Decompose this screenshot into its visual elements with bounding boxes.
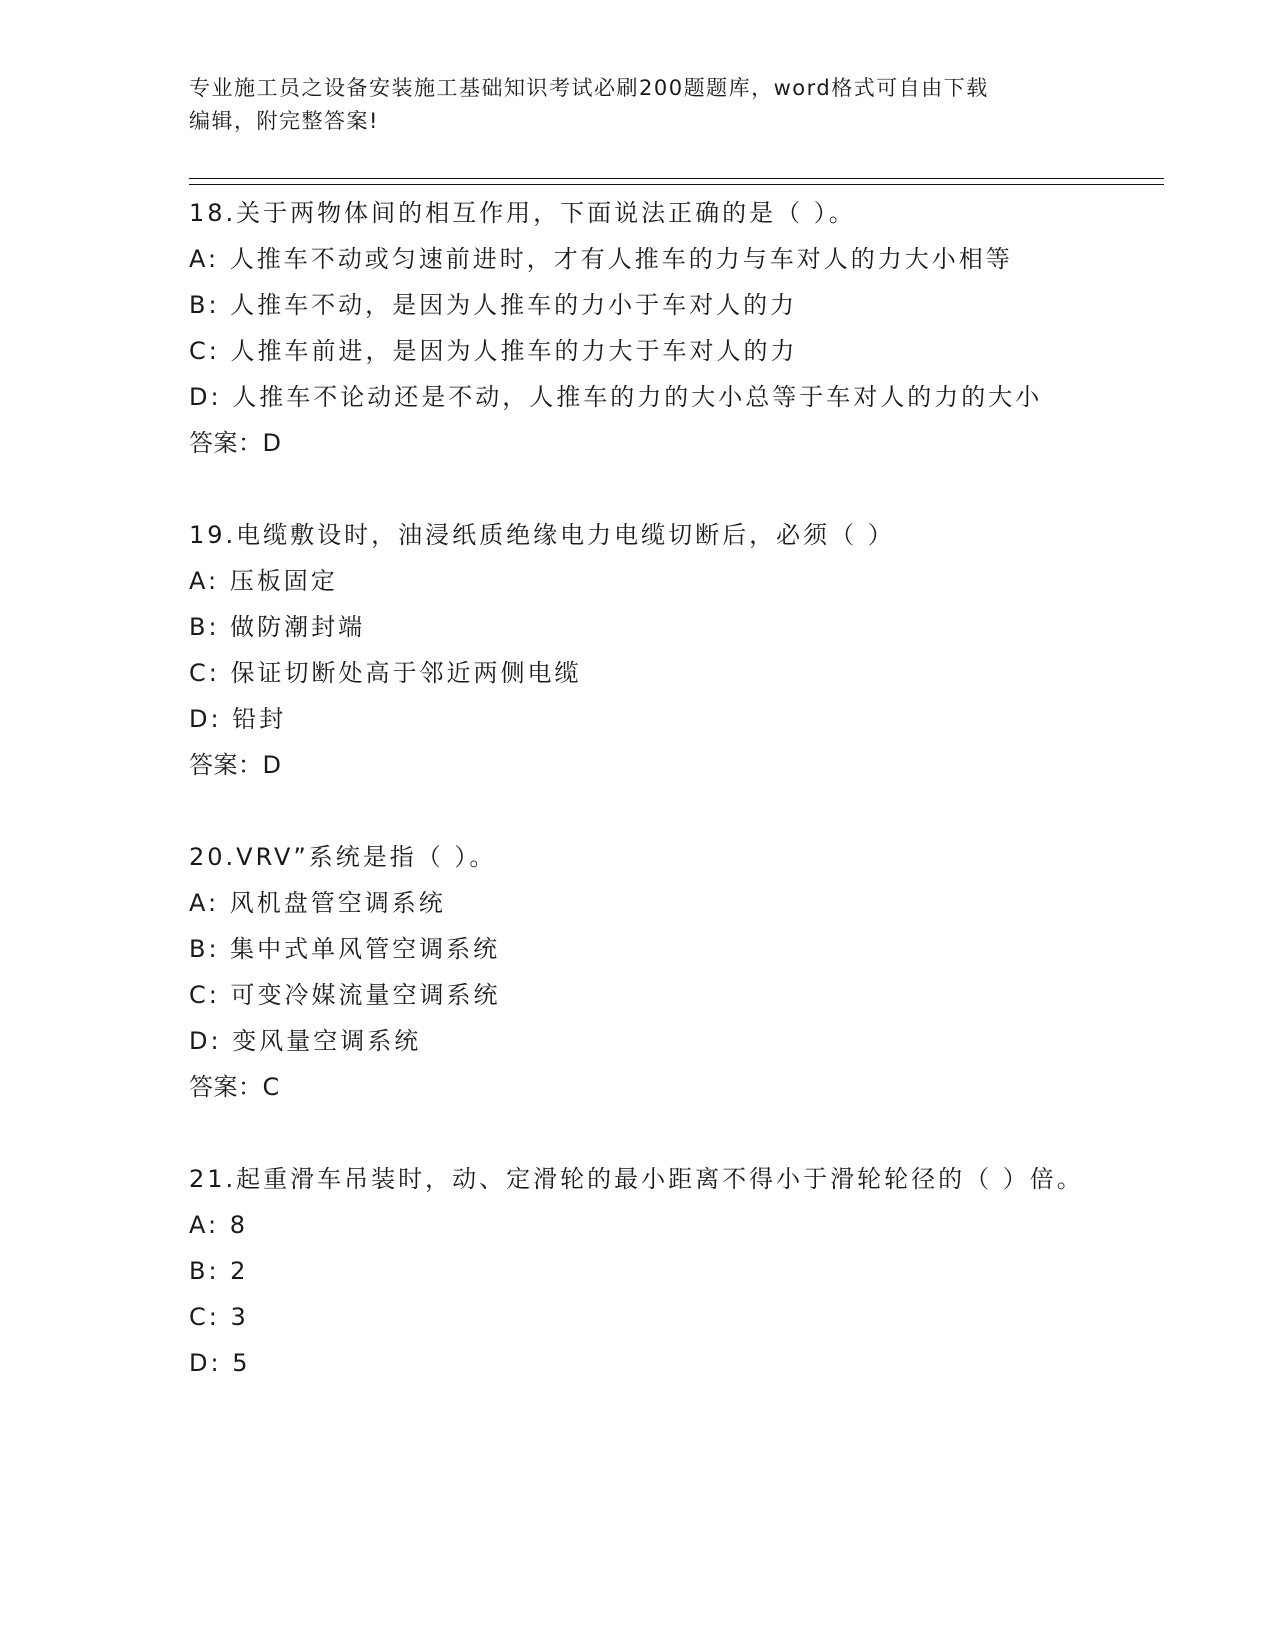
option-b: B: 人推车不动，是因为人推车的力小于车对人的力 — [189, 291, 798, 319]
question-20 — [189, 834, 1089, 1110]
question-18 — [189, 190, 1089, 466]
question-19 — [189, 512, 1089, 788]
option-a: A: 人推车不动或匀速前进时，才有人推车的力与车对人的力大小相等 — [189, 245, 1013, 273]
option-d: D: 变风量空调系统 — [189, 1027, 422, 1055]
option-c: C: 人推车前进，是因为人推车的力大于车对人的力 — [189, 337, 798, 365]
header-title-line-1: 专业施工员之设备安装施工基础知识考试必刷200题题库，word格式可自由下载 — [189, 76, 989, 100]
option-a: A: 8 — [189, 1211, 248, 1239]
header-title-line-2: 编辑，附完整答案! — [189, 109, 379, 133]
header-rule-bottom — [189, 184, 1164, 185]
answer-label: 答案：C — [189, 1073, 280, 1101]
document-header — [189, 72, 1089, 138]
question-list — [189, 190, 1089, 1432]
answer-label: 答案：D — [189, 751, 282, 779]
option-c: C: 保证切断处高于邻近两侧电缆 — [189, 659, 582, 687]
question-stem: 20.VRV”系统是指（ ）。 — [189, 843, 497, 871]
question-stem: 18.关于两物体间的相互作用，下面说法正确的是（ ）。 — [189, 199, 856, 227]
option-b: B: 集中式单风管空调系统 — [189, 935, 501, 963]
option-c: C: 可变冷媒流量空调系统 — [189, 981, 501, 1009]
option-b: B: 做防潮封端 — [189, 613, 366, 641]
option-a: A: 压板固定 — [189, 567, 338, 595]
option-a: A: 风机盘管空调系统 — [189, 889, 446, 917]
question-stem: 19.电缆敷设时，油浸纸质绝缘电力电缆切断后，必须（ ） — [189, 521, 895, 549]
option-d: D: 人推车不论动还是不动，人推车的力的大小总等于车对人的力的大小 — [189, 383, 1043, 411]
option-c: C: 3 — [189, 1303, 249, 1331]
header-rule-top — [189, 178, 1164, 179]
answer-label: 答案：D — [189, 429, 282, 457]
option-d: D: 铅封 — [189, 705, 287, 733]
question-21 — [189, 1156, 1089, 1386]
question-stem: 21.起重滑车吊装时，动、定滑轮的最小距离不得小于滑轮轮径的（ ）倍。 — [189, 1165, 1084, 1193]
option-b: B: 2 — [189, 1257, 249, 1285]
option-d: D: 5 — [189, 1349, 251, 1377]
